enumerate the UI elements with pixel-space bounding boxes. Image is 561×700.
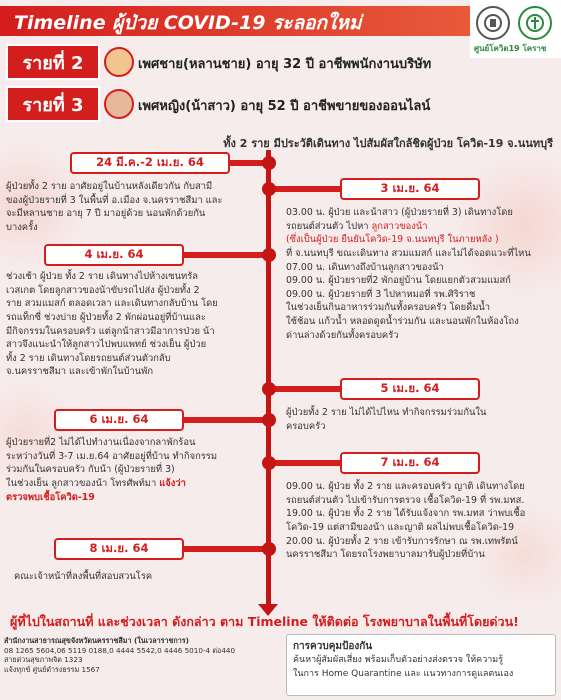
event-text: ผู้ป่วยทั้ง 2 ราย อาศัยอยู่ในบ้านหลังเดียวกัน กับสามี ของผู้ป่วยรายที่ 3 ในพื้นที่ อ.เมือง จ.นครราชสีมา และ จะมีหลานชาย อายุ 7 ปี มาอยู่ด้วย นอนพักด้วยกัน บางครั้ง [6, 181, 223, 233]
seal-logo [476, 6, 510, 40]
case-row-2 [0, 44, 561, 80]
case-badge: รายที่ 2 [6, 44, 100, 80]
date-label: 6 เม.ย. 64 [54, 409, 184, 431]
event-text: คณะเจ้าหน้าที่ลงพื้นที่สอบสวนโรค [14, 571, 153, 582]
travel-note: ทั้ง 2 ราย มีประวัติเดินทาง ไปสัมผัสใกล้ชิดผู้ป่วย โควิด-19 จ.นนทบุรี [223, 137, 553, 150]
event-text: 03.00 น. ผู้ป่วย และน้าสาว (ผู้ป่วยรายที่ 3) เดินทางโดย รถยนต์ส่วนตัว ไปหา ลูกสาวของน้า (ซึ่งเป็นผู้ป่วย ยืนยันโควิด-19 จ.นนทบุรี ในภายหลัง ) ที่ จ.นนทบุรี ขณะเดินทาง สวมแมสก์ และไม่ได้จอดแวะที่ไหน 07.00 น. เดินทางถึงบ้านลูกสาวของน้า 09.00 น. ผู้ป่วยรายที่2 พักอยู่บ้าน โดยแยกตัวสวมแมสก์ 09.00 น. ผู้ป่วยรายที่ 3 ไปหาหมอที่ รพ.ศิริราช ในช่วงเย็นกินอาหารร่วมกันทั้งครอบครัว โดยดื่มน้ำ ใช้ช้อน แก้วน้ำ หลอดดูดน้ำร่วมกัน และนอนพักในห้องโถง ด่านล่างด้วยกันทั้งครอบครัว [286, 207, 531, 341]
date-connector [180, 252, 270, 258]
urgent-notice: ผู้ที่ไปในสถานที่ และช่วงเวลา ดังกล่าว ตาม Timeline ให้ติดต่อ โรงพยาบาลในพื้นที่โดยด่วน! [10, 614, 519, 629]
timeline-line [266, 150, 271, 605]
date-connector [270, 186, 342, 192]
case-description: เพศชาย(หลานชาย) อายุ 32 ปี อาชีพพนักงานบริษัท [138, 57, 432, 72]
date-label: 4 เม.ย. 64 [44, 244, 184, 266]
date-label: 5 เม.ย. 64 [340, 378, 480, 400]
page-title: Timeline ผู้ป่วย COVID-19 ระลอกใหม่ [14, 12, 362, 34]
prevention-title: การควบคุมป้องกัน [293, 641, 373, 652]
case-description: เพศหญิง(น้าสาว) อายุ 52 ปี อาชีพขายของออนไลน์ [138, 99, 431, 114]
date-label: 7 เม.ย. 64 [340, 452, 480, 474]
case-badge: รายที่ 3 [6, 86, 100, 122]
case-row-3 [0, 86, 561, 122]
prevention-text: ค้นหาผู้สัมผัสเสี่ยง พร้อมเก็บตัวอย่างส่งตรวจ ให้ความรู้ [293, 655, 504, 665]
avatar-male-icon [104, 47, 134, 77]
timeline-dot [262, 248, 276, 262]
date-label: 24 มี.ค.-2 เม.ย. 64 [70, 152, 230, 174]
timeline-dot [262, 456, 276, 470]
date-label: 8 เม.ย. 64 [54, 538, 184, 560]
contact-info: สำนักงานสาธารณสุขจังหวัดนครราชสีมา (ในเวลาราชการ) 08 1265 5604,06 5119 0188,0 4444 5542,0 4446 5010-4 ต่อ440 สายด่วนสุขภาพจิต 1323 แจ้งทุกข์ ศูนย์ดำรงธรรม 1567 [4, 636, 236, 675]
avatar-female-icon [104, 89, 134, 119]
ministry-logo [518, 6, 552, 40]
date-label: 3 เม.ย. 64 [340, 178, 480, 200]
timeline-dot [262, 156, 276, 170]
date-connector [180, 546, 270, 552]
date-connector [270, 460, 342, 466]
date-connector [180, 417, 270, 423]
event-text: ผู้ป่วยรายที่2 ไม่ได้ไปทำงานเนื่องจากลาพักร้อน ระหว่างวันที่ 3-7 เม.ย.64 อาศัยอยู่ที่บ้าน ทำกิจกรรม ร่วมกันในครอบครัว กับน้า (ผู้ป่วยรายที่ 3) ในช่วงเย็น ลูกสาวของน้า โทรศัพท์มา แจ้งว่า ตรวจพบเชื้อโควิด-19 [6, 437, 218, 503]
timeline-dot [262, 542, 276, 556]
event-text: 09.00 น. ผู้ป่วย ทั้ง 2 ราย และครอบครัว ญาติ เดินทางโดย รถยนต์ส่วนตัว ไปเข้ารับการตรวจ เชื้อโควิด-19 ที่ รพ.มทส. 19.00 น. ผู้ป่วย ทั้ง 2 ราย ได้รับแจ้งจาก รพ.มทส ว่าพบเชื้อ โควิด-19 แต่สามีของน้า และญาติ ผลไม่พบเชื้อโควิด-19 20.00 น. ผู้ป่วยทั้ง 2 ราย เข้ารับการรักษา ณ รพ.เทพรัตน์ นครราชสีมา โดยรถโรงพยาบาลมารับผู้ป่วยที่บ้าน [286, 481, 526, 561]
prevention-box [286, 634, 556, 696]
timeline-dot [262, 413, 276, 427]
prevention-text: ในการ Home Quarantine และ แนวทางการดูแลตนเอง [293, 668, 514, 679]
timeline-dot [262, 382, 276, 396]
event-text: ผู้ป่วยทั้ง 2 ราย ไม่ได้ไปไหน ทำกิจกรรมร่วมกันใน ครอบครัว [286, 407, 487, 432]
timeline-dot [262, 182, 276, 196]
event-text: ช่วงเช้า ผู้ป่วย ทั้ง 2 ราย เดินทางไปห้างเซนทรัล เวสเกต โดยลูกสาวของน้าขับรถไปส่ง ผู้ป่วยทั้ง 2 ราย สวมแมสก์ ตลอดเวลา และเดินทางกลับบ้าน โดย รถแท็กซี่ ช่วงบ่าย ผู้ป่วยทั้ง 2 พักผ่อนอยู่ที่บ้านและ มีกิจกรรมในครอบครัว แต่ลูกน้าสาวมีอาการป่วย น้า สาวจึงแนะนำให้ลูกสาวไปพบแพทย์ ช่วงเย็น ผู้ป่วย ทั้ง 2 ราย เดินทางโดยรถยนต์ส่วนตัวกลับ จ.นครราชสีมา และเข้าพักในบ้านพัก [6, 271, 218, 378]
logo-caption: ศูนย์โควิด19 โคราช [474, 44, 547, 53]
date-connector [270, 386, 342, 392]
